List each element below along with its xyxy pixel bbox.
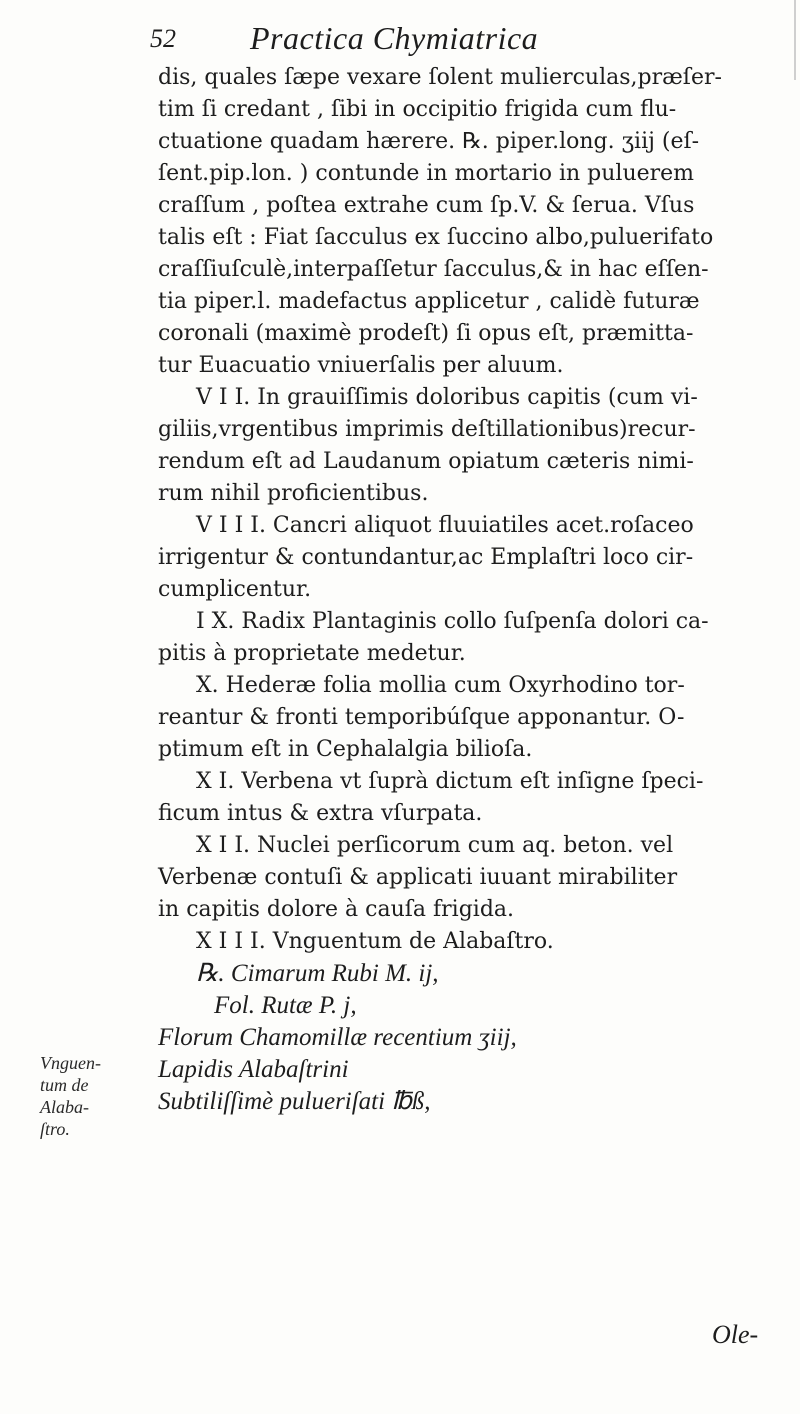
text-line: dis, quales ſæpe vexare ſolent mulierculas,præſer- [158,65,722,90]
recipe-line: ℞. Cimarum Rubi M. ij, [196,960,439,987]
recipe-line: Lapidis Alabaſtrini [158,1056,349,1083]
text-line: coronali (maximè prodeſt) ſi opus eſt, præmitta- [158,321,694,346]
text-line: in capitis dolore à cauſa frigida. [158,897,515,922]
section-xiii-start: X I I I. Vnguentum de Alabaſtro. [196,929,554,954]
text-line: tia piper.l. madefactus applicetur , calidè futuræ [158,289,700,314]
text-line: irrigentur & contundantur,ac Emplaſtri loco cir- [158,545,694,570]
text-line: ficum intus & extra vſurpata. [158,801,483,826]
text-line: talis eſt : Fiat ſacculus ex ſuccino albo,puluerifato [158,225,714,250]
running-title: Practica Chymiatrica [250,20,539,56]
text-line: craſſiuſculè,interpaſſetur ſacculus,& in hac eſſen- [158,257,709,282]
section-xi-start: X I. Verbena vt ſuprà dictum eſt inſigne ſpeci- [196,769,704,794]
marginal-note-line: Vnguen- [40,1053,101,1073]
text-line: rendum eſt ad Laudanum opiatum cæteris nimi- [158,449,694,474]
text-line: giliis,vrgentibus imprimis deſtillationibus)recur- [158,417,696,442]
marginal-note-line: Alaba- [40,1097,89,1117]
marginal-note-line: tum de [40,1075,89,1095]
section-xii-start: X I I. Nuclei perſicorum cum aq. beton. vel [196,833,674,858]
text-line: Verbenæ contuſi & applicati iuuant mirabiliter [158,865,678,890]
section-ix-start: I X. Radix Plantaginis collo ſuſpenſa dolori ca- [196,609,709,634]
section-x-start: X. Hederæ folia mollia cum Oxyrhodino tor- [196,673,685,698]
recipe-line: Fol. Rutæ P. j, [214,992,357,1019]
main-text [158,62,798,1118]
text-line: cumplicentur. [158,577,312,602]
marginal-note [40,1052,120,1140]
text-line: ctuatione quadam hærere. ℞. piper.long. ʒiij (eſ- [158,129,700,154]
text-line: reantur & fronti temporibúſque apponantur. O- [158,705,685,730]
marginal-note-line: ſtro. [40,1119,70,1139]
catchword: Ole- [712,1320,759,1349]
text-line: pitis à proprietate medetur. [158,641,466,666]
section-viii-start: V I I I. Cancri aliquot fluuiatiles acet.roſaceo [196,513,694,538]
text-line: rum nihil proficientibus. [158,481,429,506]
text-line: craſſum , poſtea extrahe cum ſp.V. & ſerua. Vſus [158,193,695,218]
page-number: 52 [150,24,176,53]
recipe-line: Subtiliſſimè pulueriſati ℔ß, [158,1088,431,1115]
page-header [148,18,778,58]
section-vii-start: V I I. In grauiſſimis doloribus capitis (cum vi- [196,385,698,410]
text-line: tim ſi credant , ſibi in occipitio frigida cum flu- [158,97,677,122]
text-line: ptimum eſt in Cephalalgia bilioſa. [158,737,533,762]
text-line: ſent.pip.lon. ) contunde in mortario in puluerem [158,161,695,186]
text-line: tur Euacuatio vniuerſalis per aluum. [158,353,564,378]
recipe-line: Florum Chamomillæ recentium ʒiij, [158,1024,517,1051]
